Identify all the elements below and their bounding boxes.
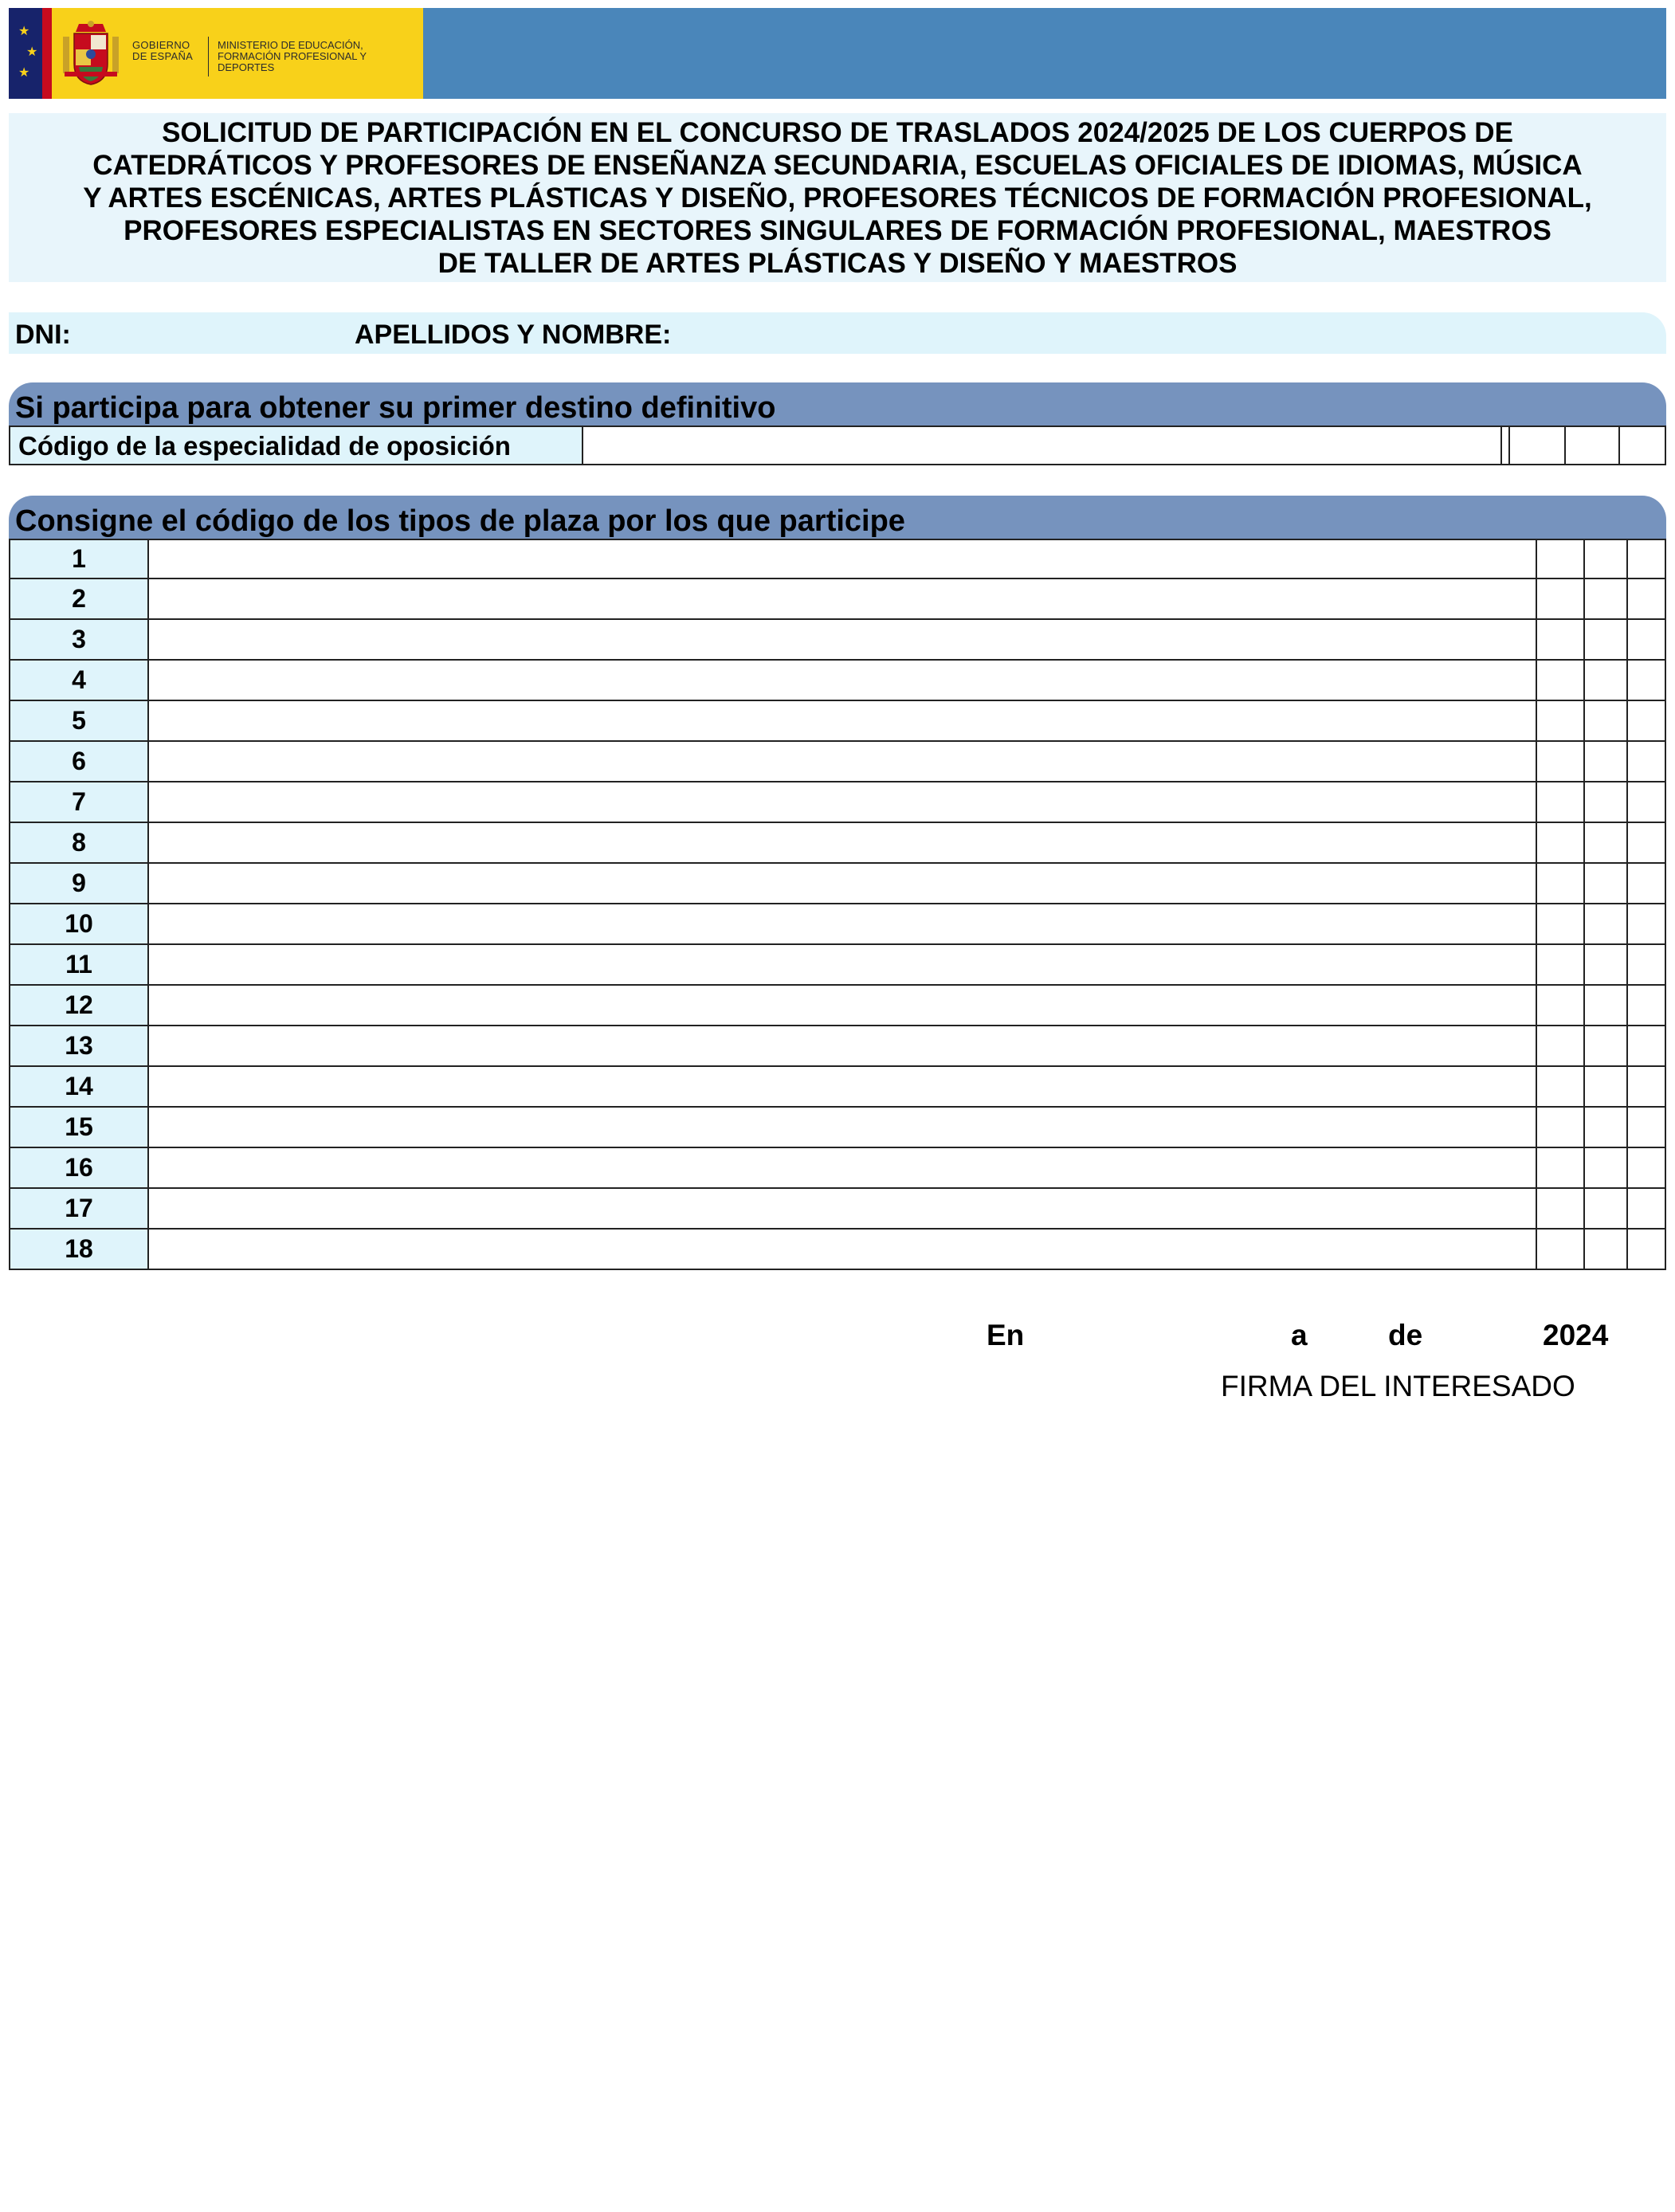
places-table (9, 539, 1666, 1270)
place-description-field[interactable] (149, 1189, 1536, 1228)
place-row-number: 16 (10, 1148, 149, 1187)
place-code-box[interactable] (1626, 823, 1668, 862)
month-label: de (1388, 1319, 1423, 1351)
place-row (9, 904, 1666, 945)
place-row-number: 14 (10, 1067, 149, 1106)
place-code-box[interactable] (1626, 701, 1668, 740)
place-row (9, 1230, 1666, 1270)
place-row-number: 12 (10, 986, 149, 1025)
place-row (9, 1189, 1666, 1230)
specialty-code-box[interactable] (1564, 427, 1620, 464)
place-row (9, 620, 1666, 661)
specialty-label-cell (10, 427, 583, 464)
place-code-box[interactable] (1536, 661, 1585, 700)
place-code-box[interactable] (1536, 1230, 1585, 1269)
place-row (9, 701, 1666, 742)
place-code-box[interactable] (1536, 945, 1585, 984)
signature-label: FIRMA DEL INTERESADO (1221, 1370, 1575, 1402)
place-row-number: 13 (10, 1026, 149, 1065)
title-line: CATEDRÁTICOS Y PROFESORES DE ENSEÑANZA SECUNDARIA, ESCUELAS OFICIALES DE IDIOMAS, MÚSICA (92, 149, 1583, 181)
place-description-field[interactable] (149, 782, 1536, 822)
place-row-number: 7 (10, 782, 149, 822)
place-code-box[interactable] (1583, 1067, 1628, 1106)
place-code-box[interactable] (1626, 620, 1668, 659)
title-line: Y ARTES ESCÉNICAS, ARTES PLÁSTICAS Y DISEÑO, PROFESORES TÉCNICOS DE FORMACIÓN PROFESIONAL, (83, 182, 1592, 214)
place-code-box[interactable] (1536, 1026, 1585, 1065)
place-code-box[interactable] (1536, 1148, 1585, 1187)
name-field[interactable] (702, 316, 1642, 351)
place-code-box[interactable] (1536, 823, 1585, 862)
place-code-box[interactable] (1583, 782, 1628, 822)
title-line: SOLICITUD DE PARTICIPACIÓN EN EL CONCURSO DE TRASLADOS 2024/2025 DE LOS CUERPOS DE (162, 116, 1513, 148)
place-code-box[interactable] (1536, 579, 1585, 618)
place-description-field[interactable] (149, 1067, 1536, 1106)
place-code-box[interactable] (1536, 986, 1585, 1025)
place-row (9, 1026, 1666, 1067)
place-code-box[interactable] (1626, 1026, 1668, 1065)
place-row (9, 864, 1666, 904)
year-label: 2024 (1543, 1319, 1609, 1351)
place-row-number: 11 (10, 945, 149, 984)
dni-field[interactable] (84, 316, 347, 351)
place-row (9, 1067, 1666, 1108)
form-title-box (9, 113, 1666, 282)
place-code-box[interactable] (1583, 864, 1628, 903)
place-description-field[interactable] (149, 823, 1536, 862)
place-code-box[interactable] (1626, 540, 1668, 578)
title-line: DE TALLER DE ARTES PLÁSTICAS Y DISEÑO Y MAESTROS (437, 247, 1238, 279)
identity-bar (9, 312, 1666, 354)
place-description-field[interactable] (149, 986, 1536, 1025)
form-title (25, 116, 1650, 280)
logo-divider (208, 37, 209, 76)
place-code-box[interactable] (1583, 1108, 1628, 1147)
place-code-box[interactable] (1583, 904, 1628, 943)
place-code-box[interactable] (1536, 864, 1585, 903)
place-code-box[interactable] (1626, 1230, 1668, 1269)
specialty-name-field[interactable] (583, 427, 1500, 464)
place-row-number: 6 (10, 742, 149, 781)
place-description-field[interactable] (149, 904, 1536, 943)
place-code-box[interactable] (1536, 620, 1585, 659)
place-code-box[interactable] (1626, 904, 1668, 943)
place-description-field[interactable] (149, 620, 1536, 659)
ministry-name: MINISTERIO DE EDUCACIÓN, FORMACIÓN PROFESIONAL Y DEPORTES (218, 39, 367, 73)
day-label: a (1291, 1319, 1308, 1351)
place-label: En (987, 1319, 1025, 1351)
header-bar (9, 8, 1666, 99)
places-heading: Consigne el código de los tipos de plaza por los que participe (15, 504, 905, 538)
place-row (9, 1148, 1666, 1189)
place-description-field[interactable] (149, 579, 1536, 618)
place-description-field[interactable] (149, 701, 1536, 740)
place-row (9, 1108, 1666, 1148)
place-description-field[interactable] (149, 1026, 1536, 1065)
place-row-number: 15 (10, 1108, 149, 1147)
place-row-number: 4 (10, 661, 149, 700)
place-code-box[interactable] (1626, 986, 1668, 1025)
place-row (9, 579, 1666, 620)
coat-of-arms-icon (61, 19, 120, 88)
place-description-field[interactable] (149, 1230, 1536, 1269)
government-name: GOBIERNO DE ESPAÑA (132, 39, 194, 62)
place-code-box[interactable] (1583, 620, 1628, 659)
place-row (9, 823, 1666, 864)
place-description-field[interactable] (149, 1148, 1536, 1187)
place-code-box[interactable] (1626, 661, 1668, 700)
place-code-box[interactable] (1626, 1148, 1668, 1187)
place-code-box[interactable] (1583, 579, 1628, 618)
place-code-box[interactable] (1536, 1189, 1585, 1228)
place-row-number: 10 (10, 904, 149, 943)
place-description-field[interactable] (149, 945, 1536, 984)
specialty-code-box[interactable] (1618, 427, 1666, 464)
place-row (9, 945, 1666, 986)
place-code-box[interactable] (1536, 540, 1585, 578)
place-row-number: 1 (10, 540, 149, 578)
place-row (9, 782, 1666, 823)
place-code-box[interactable] (1626, 742, 1668, 781)
place-row-number: 9 (10, 864, 149, 903)
place-code-box[interactable] (1583, 661, 1628, 700)
eu-flag-icon: ★ ★ ★ (9, 8, 42, 99)
place-row-number: 3 (10, 620, 149, 659)
place-description-field[interactable] (149, 742, 1536, 781)
place-code-box[interactable] (1626, 1108, 1668, 1147)
specialty-code-box[interactable] (1508, 427, 1566, 464)
place-code-box[interactable] (1583, 1189, 1628, 1228)
place-row (9, 539, 1666, 579)
specialty-divider (1500, 427, 1504, 464)
place-row-number: 2 (10, 579, 149, 618)
dni-label: DNI: (15, 320, 71, 350)
place-code-box[interactable] (1626, 945, 1668, 984)
place-code-box[interactable] (1583, 945, 1628, 984)
place-description-field[interactable] (149, 864, 1536, 903)
place-row (9, 986, 1666, 1026)
place-code-box[interactable] (1536, 742, 1585, 781)
place-row-number: 5 (10, 701, 149, 740)
place-code-box[interactable] (1583, 1148, 1628, 1187)
name-label: APELLIDOS Y NOMBRE: (355, 320, 672, 350)
first-destination-header (9, 382, 1666, 426)
government-logo (9, 8, 423, 99)
place-code-box[interactable] (1583, 986, 1628, 1025)
place-code-box[interactable] (1626, 864, 1668, 903)
place-code-box[interactable] (1536, 904, 1585, 943)
place-code-box[interactable] (1626, 1067, 1668, 1106)
place-code-box[interactable] (1536, 1067, 1585, 1106)
place-row-number: 8 (10, 823, 149, 862)
place-code-box[interactable] (1583, 701, 1628, 740)
place-code-box[interactable] (1583, 823, 1628, 862)
place-code-box[interactable] (1583, 540, 1628, 578)
place-row (9, 742, 1666, 782)
flag-stripe (42, 8, 52, 99)
specialty-label: Código de la especialidad de oposición (18, 431, 511, 461)
place-description-field[interactable] (149, 661, 1536, 700)
place-code-box[interactable] (1583, 1230, 1628, 1269)
place-code-box[interactable] (1583, 1026, 1628, 1065)
place-code-box[interactable] (1626, 782, 1668, 822)
place-description-field[interactable] (149, 1108, 1536, 1147)
title-line: PROFESORES ESPECIALISTAS EN SECTORES SINGULARES DE FORMACIÓN PROFESIONAL, MAESTROS (124, 214, 1551, 246)
place-code-box[interactable] (1536, 782, 1585, 822)
place-code-box[interactable] (1536, 701, 1585, 740)
place-row-number: 18 (10, 1230, 149, 1269)
first-destination-heading: Si participa para obtener su primer destino definitivo (15, 391, 776, 425)
place-code-box[interactable] (1583, 742, 1628, 781)
specialty-row (9, 426, 1666, 465)
place-row (9, 661, 1666, 701)
place-description-field[interactable] (149, 540, 1536, 578)
place-row-number: 17 (10, 1189, 149, 1228)
place-code-box[interactable] (1536, 1108, 1585, 1147)
places-header (9, 496, 1666, 539)
place-code-box[interactable] (1626, 579, 1668, 618)
place-code-box[interactable] (1626, 1189, 1668, 1228)
